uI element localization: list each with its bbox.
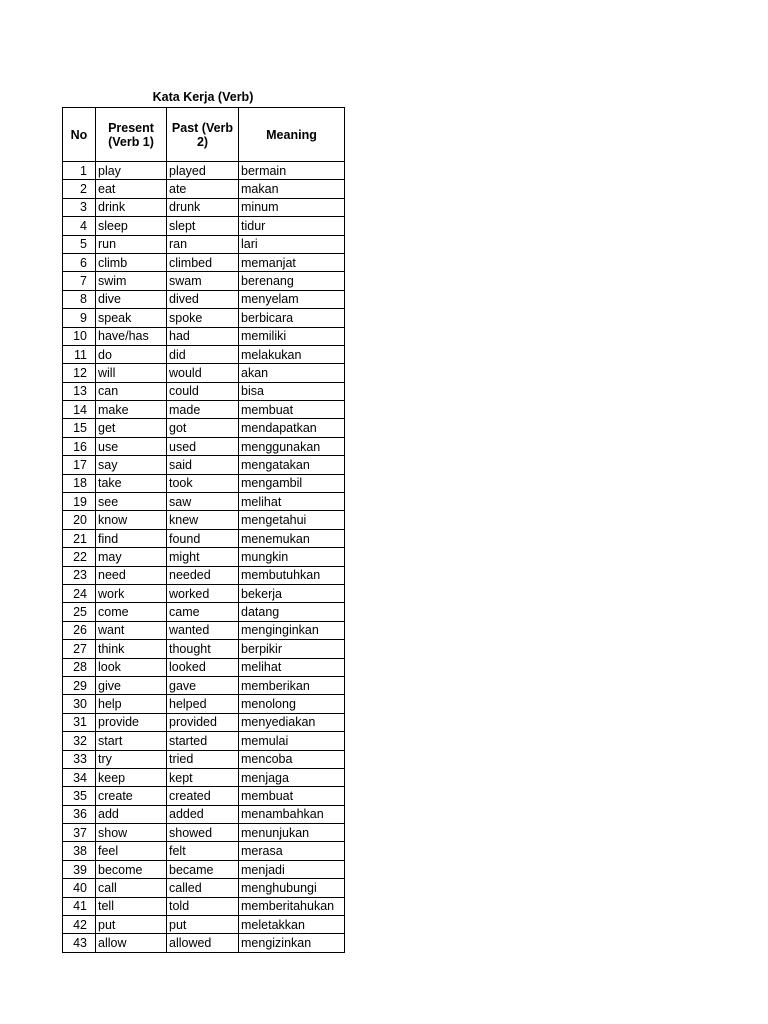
cell-present: climb [96, 253, 167, 271]
table-row [63, 897, 345, 915]
cell-no: 22 [63, 548, 96, 566]
header-past: Past (Verb 2) [167, 108, 239, 162]
table-row [63, 768, 345, 786]
table-row [63, 235, 345, 253]
cell-meaning: melakukan [239, 345, 345, 363]
cell-no: 10 [63, 327, 96, 345]
table-row [63, 493, 345, 511]
table-row [63, 584, 345, 602]
cell-past: slept [167, 217, 239, 235]
cell-meaning: mengatakan [239, 456, 345, 474]
cell-present: allow [96, 934, 167, 952]
cell-no: 40 [63, 879, 96, 897]
cell-no: 13 [63, 382, 96, 400]
cell-present: become [96, 860, 167, 878]
cell-present: make [96, 401, 167, 419]
table-row [63, 805, 345, 823]
table-row [63, 879, 345, 897]
cell-no: 41 [63, 897, 96, 915]
table-row [63, 217, 345, 235]
cell-present: want [96, 621, 167, 639]
table-row [63, 529, 345, 547]
cell-present: show [96, 824, 167, 842]
cell-past: used [167, 437, 239, 455]
cell-past: took [167, 474, 239, 492]
cell-meaning: mengambil [239, 474, 345, 492]
cell-meaning: memiliki [239, 327, 345, 345]
cell-present: speak [96, 309, 167, 327]
cell-past: helped [167, 695, 239, 713]
cell-present: create [96, 787, 167, 805]
cell-no: 18 [63, 474, 96, 492]
table-body [63, 162, 345, 953]
cell-present: take [96, 474, 167, 492]
cell-past: looked [167, 658, 239, 676]
cell-past: added [167, 805, 239, 823]
cell-present: tell [96, 897, 167, 915]
cell-meaning: menolong [239, 695, 345, 713]
cell-meaning: mengizinkan [239, 934, 345, 952]
cell-past: made [167, 401, 239, 419]
cell-present: start [96, 732, 167, 750]
cell-no: 25 [63, 603, 96, 621]
cell-present: swim [96, 272, 167, 290]
cell-no: 21 [63, 529, 96, 547]
cell-no: 12 [63, 364, 96, 382]
cell-no: 42 [63, 916, 96, 934]
cell-present: add [96, 805, 167, 823]
table-row [63, 695, 345, 713]
cell-meaning: bisa [239, 382, 345, 400]
cell-past: ran [167, 235, 239, 253]
cell-present: may [96, 548, 167, 566]
cell-past: showed [167, 824, 239, 842]
cell-past: tried [167, 750, 239, 768]
cell-meaning: menyelam [239, 290, 345, 308]
cell-past: thought [167, 640, 239, 658]
cell-no: 11 [63, 345, 96, 363]
cell-present: provide [96, 713, 167, 731]
cell-no: 34 [63, 768, 96, 786]
table-row [63, 162, 345, 180]
cell-no: 32 [63, 732, 96, 750]
table-header [63, 108, 345, 162]
cell-past: needed [167, 566, 239, 584]
table-row [63, 621, 345, 639]
cell-present: try [96, 750, 167, 768]
cell-present: run [96, 235, 167, 253]
cell-present: keep [96, 768, 167, 786]
cell-past: felt [167, 842, 239, 860]
cell-meaning: mendapatkan [239, 419, 345, 437]
cell-no: 29 [63, 676, 96, 694]
cell-present: know [96, 511, 167, 529]
table-row [63, 419, 345, 437]
cell-past: spoke [167, 309, 239, 327]
cell-present: eat [96, 180, 167, 198]
cell-meaning: bermain [239, 162, 345, 180]
table-row [63, 548, 345, 566]
cell-meaning: memanjat [239, 253, 345, 271]
cell-meaning: memberitahukan [239, 897, 345, 915]
cell-no: 1 [63, 162, 96, 180]
cell-no: 24 [63, 584, 96, 602]
cell-meaning: berenang [239, 272, 345, 290]
table-row [63, 824, 345, 842]
cell-meaning: menjadi [239, 860, 345, 878]
cell-meaning: mengetahui [239, 511, 345, 529]
cell-present: help [96, 695, 167, 713]
cell-present: use [96, 437, 167, 455]
cell-no: 16 [63, 437, 96, 455]
cell-meaning: mencoba [239, 750, 345, 768]
cell-meaning: membuat [239, 787, 345, 805]
cell-meaning: menunjukan [239, 824, 345, 842]
cell-no: 38 [63, 842, 96, 860]
cell-present: say [96, 456, 167, 474]
cell-no: 5 [63, 235, 96, 253]
cell-past: came [167, 603, 239, 621]
cell-meaning: menambahkan [239, 805, 345, 823]
cell-meaning: membuat [239, 401, 345, 419]
cell-no: 28 [63, 658, 96, 676]
table-row [63, 640, 345, 658]
cell-meaning: merasa [239, 842, 345, 860]
table-row [63, 382, 345, 400]
cell-past: wanted [167, 621, 239, 639]
table-row [63, 198, 345, 216]
cell-meaning: minum [239, 198, 345, 216]
cell-past: said [167, 456, 239, 474]
table-row [63, 272, 345, 290]
cell-no: 7 [63, 272, 96, 290]
cell-past: got [167, 419, 239, 437]
cell-no: 39 [63, 860, 96, 878]
cell-past: would [167, 364, 239, 382]
cell-no: 30 [63, 695, 96, 713]
table-row [63, 750, 345, 768]
cell-meaning: melihat [239, 658, 345, 676]
cell-no: 3 [63, 198, 96, 216]
header-row [63, 108, 345, 162]
table-row [63, 309, 345, 327]
cell-present: get [96, 419, 167, 437]
cell-meaning: memulai [239, 732, 345, 750]
cell-no: 43 [63, 934, 96, 952]
table-row [63, 860, 345, 878]
cell-past: dived [167, 290, 239, 308]
cell-present: look [96, 658, 167, 676]
cell-past: started [167, 732, 239, 750]
cell-meaning: menjaga [239, 768, 345, 786]
cell-past: created [167, 787, 239, 805]
header-present: Present (Verb 1) [96, 108, 167, 162]
cell-no: 9 [63, 309, 96, 327]
cell-present: put [96, 916, 167, 934]
cell-past: allowed [167, 934, 239, 952]
cell-present: come [96, 603, 167, 621]
cell-no: 4 [63, 217, 96, 235]
cell-past: might [167, 548, 239, 566]
cell-present: sleep [96, 217, 167, 235]
table-row [63, 474, 345, 492]
cell-past: drunk [167, 198, 239, 216]
cell-present: think [96, 640, 167, 658]
cell-no: 37 [63, 824, 96, 842]
header-no: No [63, 108, 96, 162]
table-row [63, 676, 345, 694]
cell-past: had [167, 327, 239, 345]
cell-no: 8 [63, 290, 96, 308]
cell-no: 19 [63, 493, 96, 511]
header-meaning: Meaning [239, 108, 345, 162]
table-row [63, 934, 345, 952]
cell-no: 2 [63, 180, 96, 198]
cell-past: put [167, 916, 239, 934]
cell-present: dive [96, 290, 167, 308]
cell-no: 23 [63, 566, 96, 584]
cell-meaning: menghubungi [239, 879, 345, 897]
cell-no: 26 [63, 621, 96, 639]
cell-no: 33 [63, 750, 96, 768]
cell-meaning: mungkin [239, 548, 345, 566]
table-row [63, 437, 345, 455]
verb-table [62, 107, 345, 953]
cell-meaning: berpikir [239, 640, 345, 658]
table-row [63, 732, 345, 750]
table-row [63, 842, 345, 860]
cell-present: will [96, 364, 167, 382]
cell-meaning: tidur [239, 217, 345, 235]
table-row [63, 713, 345, 731]
cell-past: called [167, 879, 239, 897]
cell-past: provided [167, 713, 239, 731]
cell-no: 27 [63, 640, 96, 658]
cell-present: see [96, 493, 167, 511]
table-row [63, 253, 345, 271]
cell-meaning: memberikan [239, 676, 345, 694]
cell-past: swam [167, 272, 239, 290]
table-row [63, 290, 345, 308]
table-row [63, 916, 345, 934]
cell-meaning: menginginkan [239, 621, 345, 639]
cell-no: 14 [63, 401, 96, 419]
cell-meaning: meletakkan [239, 916, 345, 934]
cell-meaning: menemukan [239, 529, 345, 547]
cell-present: call [96, 879, 167, 897]
cell-meaning: makan [239, 180, 345, 198]
cell-past: could [167, 382, 239, 400]
cell-meaning: menyediakan [239, 713, 345, 731]
table-row [63, 603, 345, 621]
table-row [63, 180, 345, 198]
cell-present: work [96, 584, 167, 602]
cell-past: saw [167, 493, 239, 511]
table-row [63, 327, 345, 345]
cell-past: found [167, 529, 239, 547]
table-row [63, 511, 345, 529]
cell-present: give [96, 676, 167, 694]
cell-meaning: lari [239, 235, 345, 253]
cell-present: can [96, 382, 167, 400]
table-row [63, 658, 345, 676]
table-row [63, 566, 345, 584]
cell-past: ate [167, 180, 239, 198]
cell-meaning: berbicara [239, 309, 345, 327]
cell-meaning: bekerja [239, 584, 345, 602]
cell-meaning: datang [239, 603, 345, 621]
table-row [63, 456, 345, 474]
cell-past: kept [167, 768, 239, 786]
document-title: Kata Kerja (Verb) [152, 90, 254, 104]
cell-present: drink [96, 198, 167, 216]
cell-no: 6 [63, 253, 96, 271]
cell-past: told [167, 897, 239, 915]
cell-present: have/has [96, 327, 167, 345]
cell-past: gave [167, 676, 239, 694]
cell-no: 36 [63, 805, 96, 823]
cell-past: became [167, 860, 239, 878]
cell-no: 15 [63, 419, 96, 437]
table-row [63, 401, 345, 419]
cell-present: find [96, 529, 167, 547]
cell-no: 17 [63, 456, 96, 474]
cell-present: feel [96, 842, 167, 860]
cell-no: 20 [63, 511, 96, 529]
cell-past: knew [167, 511, 239, 529]
cell-meaning: akan [239, 364, 345, 382]
table-row [63, 345, 345, 363]
cell-no: 31 [63, 713, 96, 731]
cell-past: worked [167, 584, 239, 602]
table-row [63, 364, 345, 382]
cell-meaning: menggunakan [239, 437, 345, 455]
cell-no: 35 [63, 787, 96, 805]
cell-past: played [167, 162, 239, 180]
cell-present: do [96, 345, 167, 363]
table-row [63, 787, 345, 805]
cell-present: need [96, 566, 167, 584]
cell-meaning: membutuhkan [239, 566, 345, 584]
cell-meaning: melihat [239, 493, 345, 511]
cell-past: did [167, 345, 239, 363]
cell-present: play [96, 162, 167, 180]
cell-past: climbed [167, 253, 239, 271]
